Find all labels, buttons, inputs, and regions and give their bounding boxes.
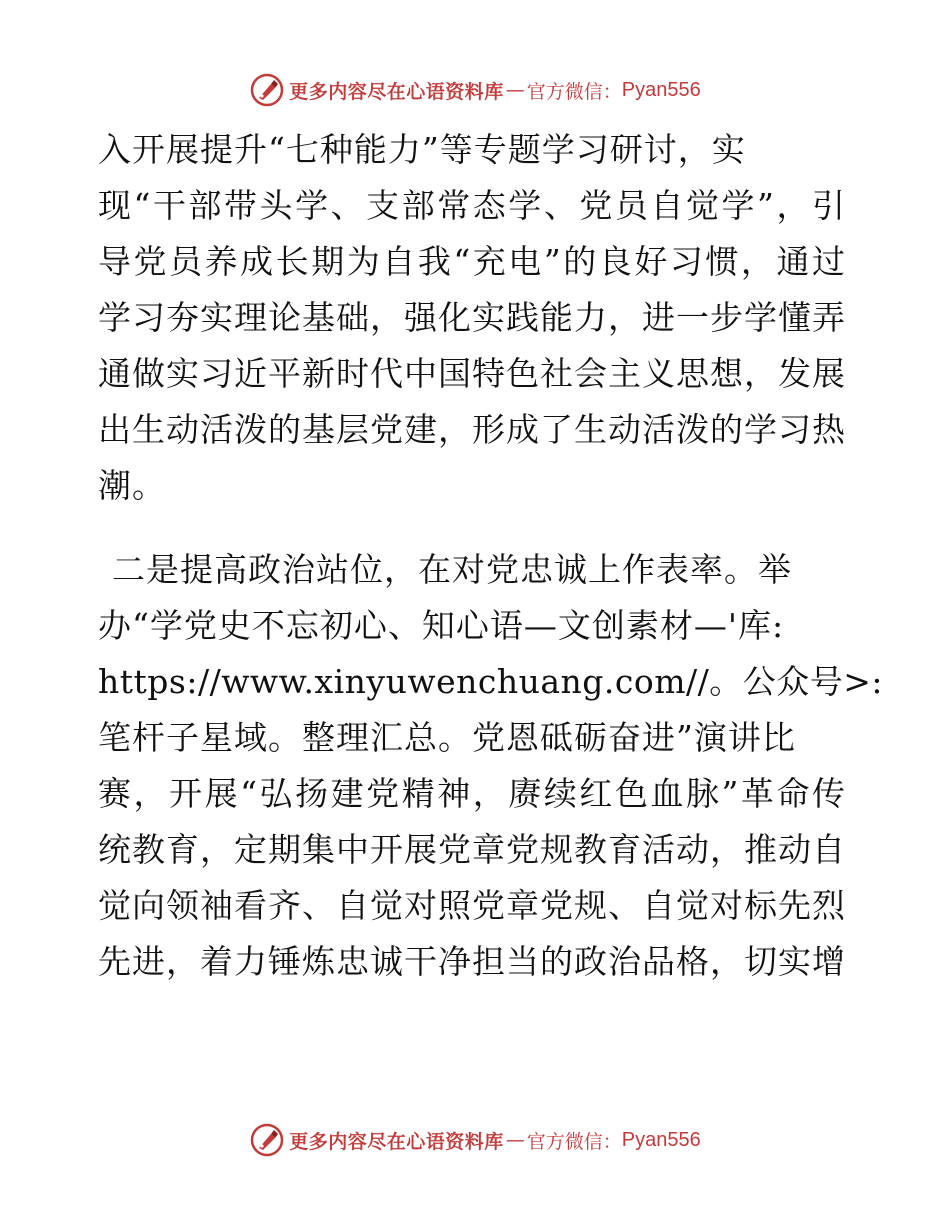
body-line: 先进，着力锤炼忠诚干净担当的政治品格，切实增 <box>98 942 846 981</box>
body-line: 出生动活泼的基层党建，形成了生动活泼的学习热 <box>98 410 846 449</box>
body-line: 入开展提升“七种能力”等专题学习研讨，实 <box>98 130 746 169</box>
body-line: 办“学党史不忘初心、知心语—文创素材—'库: <box>98 606 785 645</box>
watermark-site-text: 更多内容尽在心语资料库 <box>289 1130 504 1153</box>
body-line: 笔杆子星域。整理汇总。党恩砥砺奋进”演讲比 <box>98 718 796 757</box>
watermark-label: 官方微信： <box>526 80 622 103</box>
header-watermark <box>0 70 950 110</box>
body-line: 学习夯实理论基础，强化实践能力，进一步学懂弄 <box>98 298 846 337</box>
body-line: 现“干部带头学、支部常态学、党员自觉学”，引 <box>98 186 846 225</box>
watermark-wechat-id: Pyan556 <box>621 78 701 101</box>
body-line: 赛，开展“弘扬建党精神，赓续红色血脉”革命传 <box>98 774 846 813</box>
watermark-separator: — <box>505 1129 525 1151</box>
body-line: 统教育，定期集中开展党章党规教育活动，推动自 <box>98 830 846 869</box>
footer-watermark <box>0 1120 950 1160</box>
watermark-wechat-id: Pyan556 <box>621 1128 701 1151</box>
body-line: 觉向领袖看齐、自觉对照党章党规、自觉对标先烈 <box>98 886 846 925</box>
watermark-separator: — <box>505 79 525 101</box>
body-line: 潮。 <box>98 466 166 505</box>
body-line: 导党员养成长期为自我“充电”的良好习惯，通过 <box>98 242 846 281</box>
body-line: 通做实习近平新时代中国特色社会主义思想，发展 <box>98 354 846 393</box>
section-heading-line: 二是提高政治站位，在对党忠诚上作表率。举 <box>112 550 792 589</box>
watermark-site-text: 更多内容尽在心语资料库 <box>289 80 504 103</box>
body-line-url: https://www.xinyuwenchuang.com//。公众号>: <box>98 662 884 701</box>
pen-nib-seal-icon <box>249 72 285 108</box>
pen-nib-seal-icon <box>249 1122 285 1158</box>
watermark-label: 官方微信： <box>526 1130 622 1153</box>
